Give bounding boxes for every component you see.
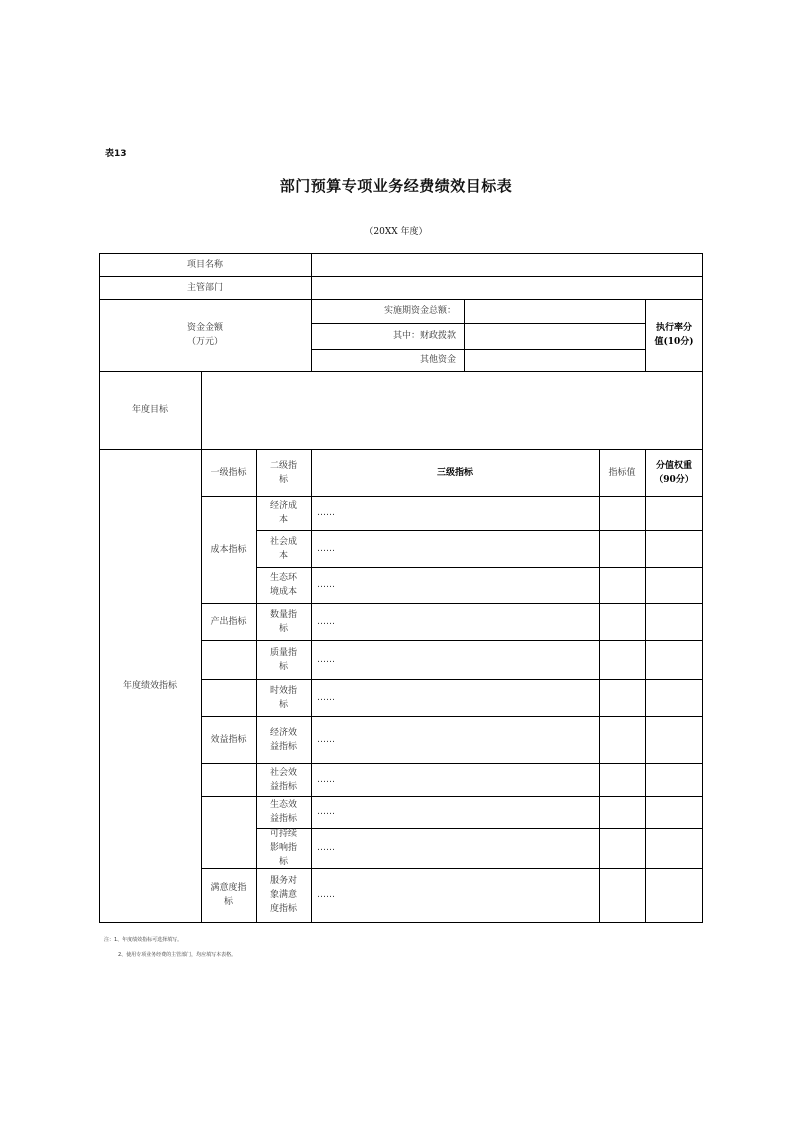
group-cost: 成本指标 bbox=[210, 544, 247, 555]
footnote-1: 注：1、年度绩效指标可选择填写。 bbox=[104, 937, 183, 943]
third-level-cell[interactable]: …… bbox=[317, 580, 335, 590]
third-level-cell[interactable]: …… bbox=[317, 890, 335, 900]
third-level-cell[interactable]: …… bbox=[317, 807, 335, 817]
third-level-cell[interactable]: …… bbox=[317, 734, 335, 745]
total-funds-value[interactable] bbox=[465, 299, 645, 323]
other-funds-value[interactable] bbox=[465, 349, 645, 371]
table-label: 表13 bbox=[105, 149, 127, 159]
total-funds-label: 实施期资金总额： bbox=[383, 306, 456, 316]
col-weight: 分值权重（90分） bbox=[654, 460, 694, 485]
execution-score-label: 执行率分值(10分) bbox=[654, 323, 694, 347]
funds-unit-text: （万元） bbox=[186, 337, 223, 347]
col-first-level: 一级指标 bbox=[210, 467, 247, 478]
second-sustainable-impact: 可持续影响指标 bbox=[269, 829, 297, 867]
third-level-cell[interactable]: …… bbox=[317, 843, 335, 853]
third-level-cell[interactable]: …… bbox=[317, 543, 335, 554]
fiscal-year: （20XX 年度） bbox=[364, 227, 428, 237]
funds-label bbox=[99, 299, 311, 371]
annual-goal-label: 年度目标 bbox=[131, 405, 168, 415]
third-level-cell[interactable]: …… bbox=[317, 508, 335, 518]
funds-label-text: 资金金额 bbox=[186, 323, 223, 333]
third-level-cell[interactable]: …… bbox=[317, 654, 335, 665]
other-funds-label: 其他资金 bbox=[419, 355, 456, 365]
second-ecological-cost: 生态环境成本 bbox=[269, 573, 297, 597]
project-name-value[interactable] bbox=[312, 253, 702, 276]
second-economic-cost: 经济成本 bbox=[269, 501, 297, 525]
department-value[interactable] bbox=[312, 276, 702, 299]
fiscal-funds-value[interactable] bbox=[465, 323, 645, 349]
footnote-2: 2、使用专项业务经费的主管部门，均应填写本表格。 bbox=[118, 952, 237, 958]
performance-indicators-label: 年度绩效指标 bbox=[122, 681, 177, 691]
col-indicator-value: 指标值 bbox=[608, 467, 636, 478]
col-third-level: 三级指标 bbox=[436, 467, 473, 478]
second-service-satisfaction: 服务对象满意度指标 bbox=[269, 876, 297, 914]
second-social-cost: 社会成本 bbox=[269, 536, 297, 561]
annual-goal-value[interactable] bbox=[202, 371, 702, 449]
second-economic-benefit: 经济效益指标 bbox=[269, 727, 297, 752]
second-ecological-benefit: 生态效益指标 bbox=[269, 800, 297, 824]
group-output: 产出指标 bbox=[210, 616, 247, 627]
department-label: 主管部门 bbox=[186, 282, 223, 293]
group-benefit: 效益指标 bbox=[210, 734, 247, 745]
second-social-benefit: 社会效益指标 bbox=[269, 767, 297, 792]
third-level-cell[interactable]: …… bbox=[317, 616, 335, 627]
col-second-level: 二级指标 bbox=[269, 460, 297, 485]
third-level-cell[interactable]: …… bbox=[317, 774, 335, 785]
second-timeliness: 时效指标 bbox=[269, 685, 297, 710]
second-quality: 质量指标 bbox=[269, 647, 297, 672]
page-title: 部门预算专项业务经费绩效目标表 bbox=[279, 177, 513, 195]
group-satisfaction: 满意度指标 bbox=[210, 883, 247, 907]
fiscal-funds-label: 其中：财政拨款 bbox=[392, 331, 456, 341]
third-level-cell[interactable]: …… bbox=[317, 692, 335, 703]
second-quantity: 数量指标 bbox=[269, 609, 297, 634]
project-name-label: 项目名称 bbox=[186, 259, 223, 270]
